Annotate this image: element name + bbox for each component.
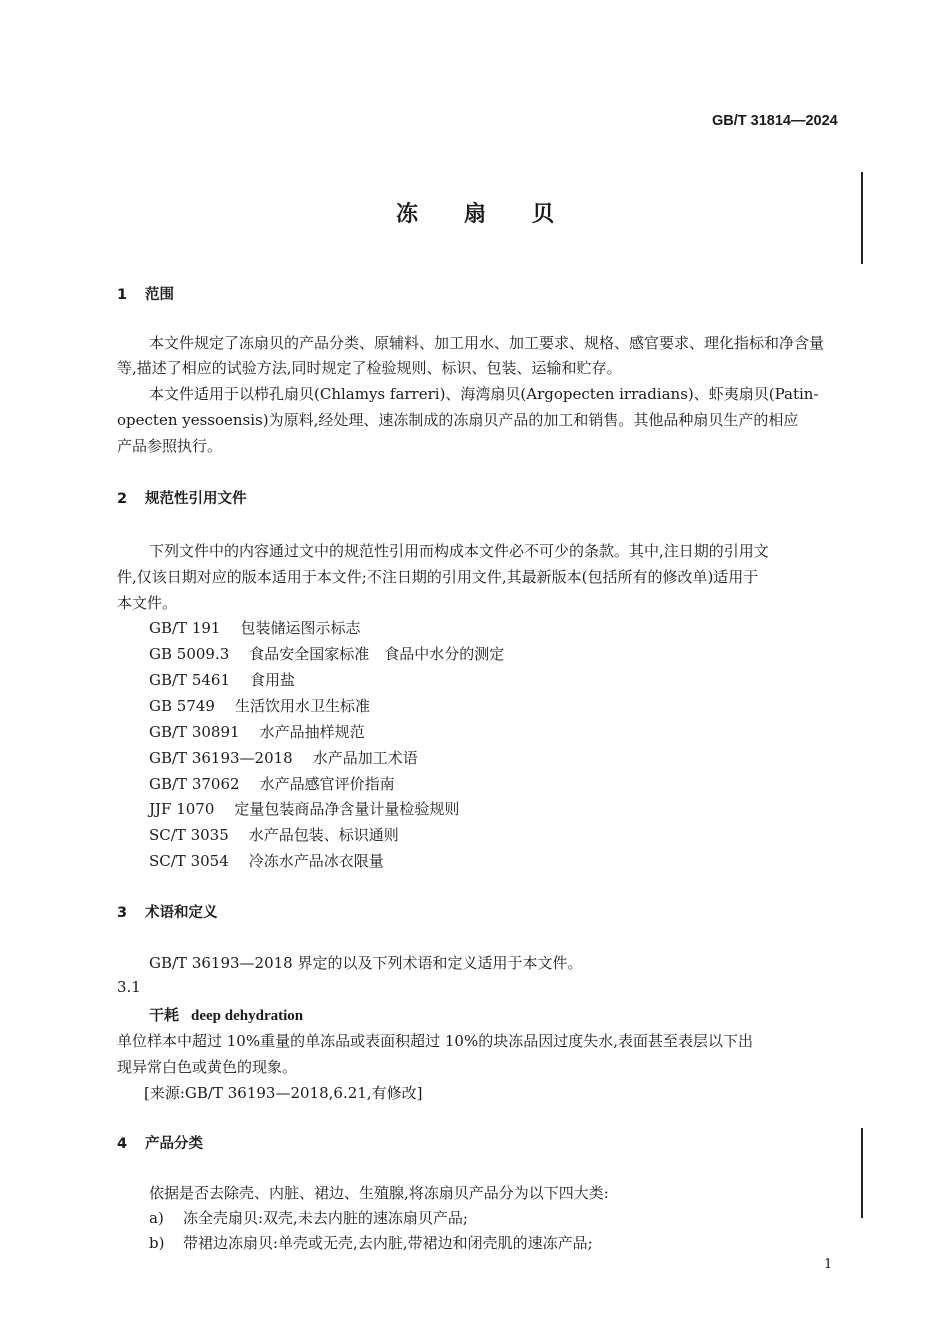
section-number: 3 [117, 905, 128, 921]
paragraph-line: 依据是否去除壳、内脏、裙边、生殖腺,将冻扇贝产品分为以下四大类: [149, 1184, 609, 1202]
paragraph-line: 本文件。 [117, 594, 178, 612]
source-note: [来源:GB/T 36193—2018,6.21,有修改] [144, 1084, 423, 1102]
definition-line: 现异常白色或黄色的现象。 [117, 1058, 298, 1076]
reference-name: 水产品感官评价指南 [259, 775, 395, 793]
reference-name: 水产品包装、标识通则 [248, 826, 399, 844]
page-title: 冻扇贝 [395, 202, 600, 227]
paragraph-line: 本文件适用于以栉孔扇贝(Chlamys farreri)、海湾扇贝(Argopecten irradians)、虾夷扇贝(Patin- [149, 385, 819, 403]
paragraph-line: 下列文件中的内容通过文中的规范性引用而构成本文件必不可少的条款。其中,注日期的引用文 [149, 542, 769, 560]
section-1-heading [117, 283, 174, 304]
reference-item [149, 669, 295, 690]
reference-item [149, 850, 384, 871]
reference-item [149, 721, 365, 742]
standard-code: GB/T 31814—2024 [712, 113, 838, 129]
list-text: 冻全壳扇贝:双壳,未去内脏的速冻扇贝产品; [183, 1209, 468, 1227]
reference-name: 食品安全国家标准 食品中水分的测定 [249, 645, 505, 663]
list-label: a) [149, 1209, 164, 1227]
section-4-heading [117, 1132, 203, 1153]
section-title: 规范性引用文件 [145, 491, 247, 507]
paragraph-line: 产品参照执行。 [117, 437, 223, 455]
reference-item [149, 747, 418, 768]
reference-name: 生活饮用水卫生标准 [234, 697, 370, 715]
reference-name: 包装储运图示标志 [240, 619, 361, 637]
reference-name: 定量包装商品净含量计量检验规则 [234, 800, 460, 818]
section-number: 1 [117, 287, 128, 303]
reference-item [149, 773, 395, 794]
subclause-number: 3.1 [117, 978, 141, 996]
paragraph-line: 本文件规定了冻扇贝的产品分类、原辅料、加工用水、加工要求、规格、感官要求、理化指标和净含量 [149, 334, 825, 352]
paragraph-line: 件,仅该日期对应的版本适用于本文件;不注日期的引用文件,其最新版本(包括所有的修改单)适用于 [117, 568, 759, 586]
reference-name: 冷冻水产品冰衣限量 [248, 852, 384, 870]
reference-item [149, 798, 459, 819]
paragraph-line: opecten yessoensis)为原料,经处理、速冻制成的冻扇贝产品的加工和销售。其他品种扇贝生产的相应 [117, 411, 799, 429]
reference-item [149, 695, 370, 716]
margin-rule-bottom [861, 1128, 863, 1218]
reference-item [149, 617, 360, 638]
definition-line: 单位样本中超过 10%重量的单冻品或表面积超过 10%的块冻品因过度失水,表面甚至表层以下出 [117, 1032, 753, 1050]
reference-name: 水产品抽样规范 [259, 723, 365, 741]
reference-code: GB/T 191 [149, 619, 221, 637]
section-number: 4 [117, 1136, 128, 1152]
reference-code: GB/T 30891 [149, 723, 240, 741]
reference-code: SC/T 3035 [149, 826, 229, 844]
reference-name: 食用盐 [250, 671, 296, 689]
reference-code: GB/T 37062 [149, 775, 240, 793]
list-label: b) [149, 1234, 165, 1252]
reference-item [149, 824, 399, 845]
page-number: 1 [824, 1257, 833, 1272]
section-number: 2 [117, 491, 128, 507]
reference-name: 水产品加工术语 [312, 749, 418, 767]
section-3-heading [117, 901, 218, 922]
list-item [149, 1232, 593, 1253]
section-title: 产品分类 [145, 1136, 203, 1152]
paragraph-line: 等,描述了相应的试验方法,同时规定了检验规则、标识、包装、运输和贮存。 [117, 359, 622, 377]
section-title: 术语和定义 [145, 905, 218, 921]
list-item [149, 1207, 468, 1228]
reference-code: GB/T 5461 [149, 671, 231, 689]
reference-code: GB/T 36193—2018 [149, 749, 293, 767]
term-entry [149, 1004, 303, 1025]
paragraph-line: GB/T 36193—2018 界定的以及下列术语和定义适用于本文件。 [149, 954, 583, 972]
reference-code: SC/T 3054 [149, 852, 229, 870]
reference-item [149, 643, 504, 664]
list-text: 带裙边冻扇贝:单壳或无壳,去内脏,带裙边和闭壳肌的速冻产品; [183, 1234, 593, 1252]
reference-code: GB 5009.3 [149, 645, 230, 663]
section-title: 范围 [145, 287, 174, 303]
section-2-heading [117, 487, 247, 508]
term-chinese: 干耗 [149, 1006, 180, 1024]
reference-code: GB 5749 [149, 697, 215, 715]
reference-code: JJF 1070 [149, 800, 215, 818]
term-english: deep dehydration [191, 1008, 304, 1024]
